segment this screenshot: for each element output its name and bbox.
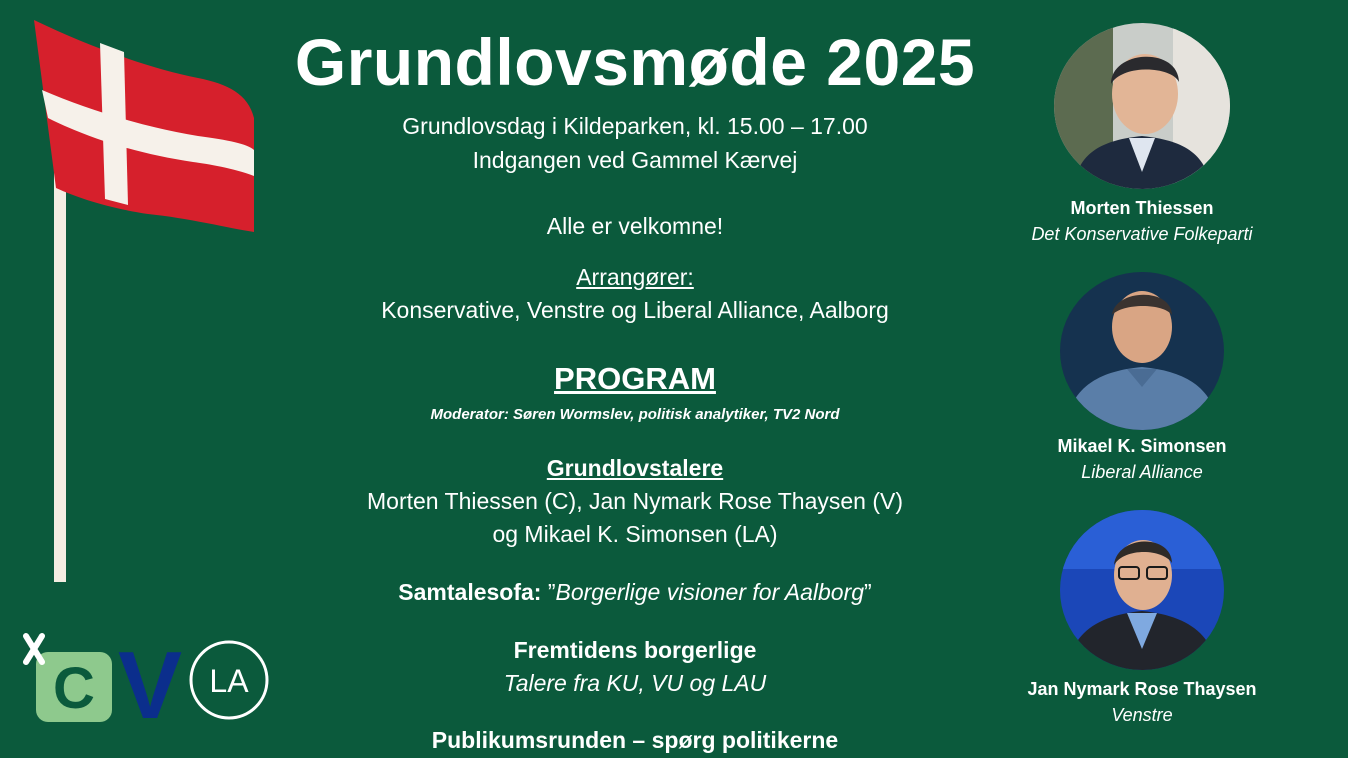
- svg-text:LA: LA: [209, 663, 249, 699]
- speeches-line-1: Morten Thiessen (C), Jan Nymark Rose Thaysen (V): [367, 488, 903, 514]
- konservative-logo: [26, 636, 112, 722]
- page-title: Grundlovsmøde 2025: [294, 25, 976, 99]
- venue-line-1: Grundlovsdag i Kildeparken, kl. 15.00 – 17.00: [402, 113, 868, 139]
- venstre-logo: V: [117, 632, 183, 732]
- svg-text:C: C: [53, 656, 95, 721]
- program-heading: PROGRAM: [554, 361, 716, 396]
- sofa-open-quote: ”: [541, 579, 556, 605]
- sofa-label: Samtalesofa:: [398, 579, 542, 605]
- moderator-text: Moderator: Søren Wormslev, politisk analytiker, TV2 Nord: [430, 406, 840, 423]
- audience-text: Publikumsrunden – spørg politikerne: [431, 727, 839, 753]
- liberal-alliance-logo: [191, 642, 267, 718]
- flag-pole: [54, 138, 66, 582]
- flag-cloth: [34, 20, 254, 232]
- organizers-value: Konservative, Venstre og Liberal Alliance, Aalborg: [381, 297, 889, 323]
- speaker-name: Morten Thiessen: [1070, 198, 1214, 218]
- sofa-close-quote: ”: [864, 579, 872, 605]
- speeches-line-2: og Mikael K. Simonsen (LA): [492, 521, 778, 547]
- speeches-heading: Grundlovstalere: [546, 455, 724, 481]
- welcome-text: Alle er velkomne!: [546, 213, 724, 239]
- sofa-topic: Borgerlige visioner for Aalborg: [555, 579, 865, 605]
- speaker-name: Jan Nymark Rose Thaysen: [1027, 679, 1257, 699]
- organizers-label: Arrangører:: [576, 264, 694, 290]
- speaker-photo-mikael-simonsen: [1059, 271, 1225, 431]
- speaker-card-3: [992, 676, 1292, 728]
- danish-flag-image: [28, 18, 260, 588]
- speaker-photo-jan-nymark-rose-thaysen: [1059, 509, 1225, 671]
- future-heading: Fremtidens borgerlige: [513, 637, 757, 663]
- speaker-photo-morten-thiessen: [1053, 22, 1231, 190]
- speaker-party: Venstre: [1111, 705, 1173, 725]
- party-logos: [22, 632, 282, 732]
- venue-line-2: Indgangen ved Gammel Kærvej: [472, 147, 798, 173]
- future-sub: Talere fra KU, VU og LAU: [503, 670, 767, 696]
- speaker-card-1: [992, 195, 1292, 247]
- speaker-card-2: [992, 433, 1292, 485]
- speaker-name: Mikael K. Simonsen: [1057, 436, 1227, 456]
- sofa-line: [280, 576, 990, 608]
- speaker-party: Det Konservative Folkeparti: [1031, 224, 1253, 244]
- speaker-party: Liberal Alliance: [1081, 462, 1203, 482]
